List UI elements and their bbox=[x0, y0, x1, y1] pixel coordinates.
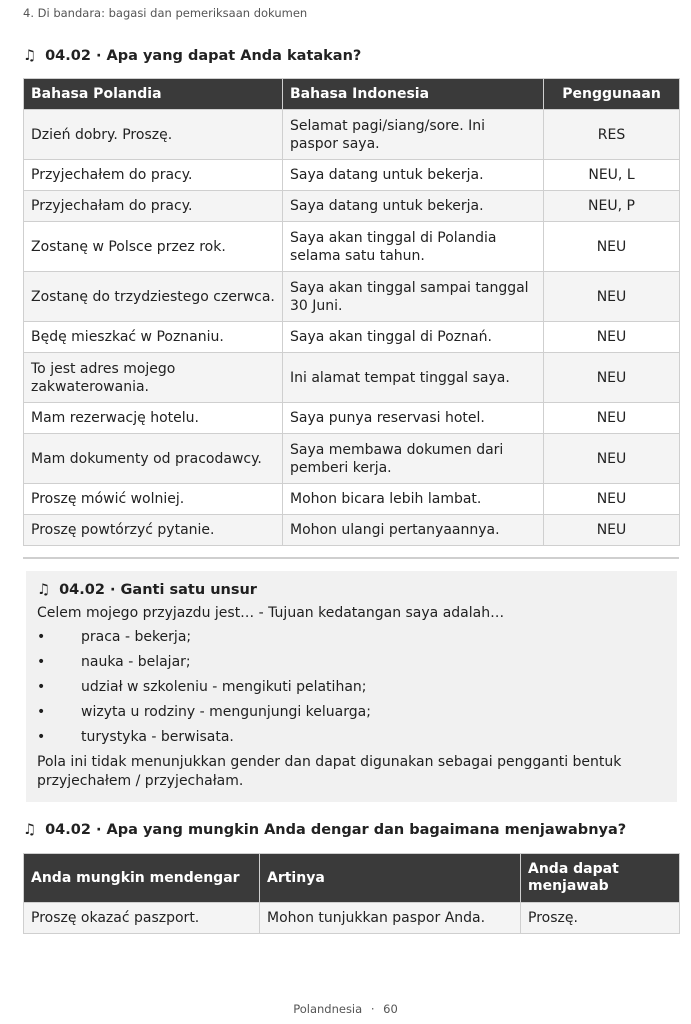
cell-indonesian: Mohon ulangi pertanyaannya. bbox=[283, 515, 544, 546]
col-header-hear: Anda mungkin mendengar bbox=[24, 854, 260, 903]
table-row bbox=[24, 110, 680, 160]
cell-indonesian: Saya akan tinggal di Poznań. bbox=[283, 322, 544, 353]
table-row bbox=[24, 353, 680, 403]
section-title-phrases bbox=[23, 48, 361, 64]
bullet-icon: • bbox=[37, 629, 46, 645]
section-divider bbox=[23, 557, 679, 559]
list-item-text: praca - bekerja; bbox=[81, 629, 192, 645]
music-note-icon: ♫ bbox=[23, 822, 36, 838]
cell-indonesian: Saya punya reservasi hotel. bbox=[283, 403, 544, 434]
col-header-meaning: Artinya bbox=[260, 854, 521, 903]
cell-usage: NEU bbox=[544, 515, 680, 546]
substitution-box bbox=[26, 571, 677, 802]
cell-polish: To jest adres mojego zakwaterowania. bbox=[24, 353, 283, 403]
cell-usage: NEU bbox=[544, 434, 680, 484]
running-head: 4. Di bandara: bagasi dan pemeriksaan dokumen bbox=[23, 6, 308, 20]
page-footer bbox=[0, 1002, 691, 1016]
cell-polish: Dzień dobry. Proszę. bbox=[24, 110, 283, 160]
bullet-icon: • bbox=[37, 679, 46, 695]
music-note-icon: ♫ bbox=[23, 48, 36, 64]
list-item-text: turystyka - berwisata. bbox=[81, 729, 234, 745]
cell-usage: NEU bbox=[544, 272, 680, 322]
cell-usage: NEU bbox=[544, 484, 680, 515]
cell-usage: NEU, P bbox=[544, 191, 680, 222]
section-title-text: 04.02 · Apa yang mungkin Anda dengar dan bagaimana menjawabnya? bbox=[45, 822, 627, 838]
list-item-text: udział w szkoleniu - mengikuti pelatihan; bbox=[81, 679, 367, 695]
cell-usage: NEU bbox=[544, 353, 680, 403]
table-row bbox=[24, 903, 680, 934]
footer-book-title: Polandnesia bbox=[293, 1002, 363, 1016]
box-note: Pola ini tidak menunjukkan gender dan dapat digunakan sebagai pengganti bentuk przyjechałem / przyjechałam. bbox=[37, 754, 622, 789]
table-row bbox=[24, 222, 680, 272]
cell-polish: Będę mieszkać w Poznaniu. bbox=[24, 322, 283, 353]
cell-usage: NEU, L bbox=[544, 160, 680, 191]
box-title bbox=[37, 579, 666, 601]
col-header-answer: Anda dapat menjawab bbox=[521, 854, 680, 903]
cell-usage: RES bbox=[544, 110, 680, 160]
section-title-responses bbox=[23, 822, 626, 838]
cell-polish: Mam dokumenty od pracodawcy. bbox=[24, 434, 283, 484]
cell-polish: Zostanę w Polsce przez rok. bbox=[24, 222, 283, 272]
list-item bbox=[37, 625, 666, 650]
cell-indonesian: Saya datang untuk bekerja. bbox=[283, 160, 544, 191]
page-number: 60 bbox=[383, 1002, 398, 1016]
list-item bbox=[37, 650, 666, 675]
box-intro: Celem mojego przyjazdu jest… - Tujuan kedatangan saya adalah… bbox=[37, 605, 505, 621]
responses-table bbox=[23, 853, 680, 934]
cell-meaning: Mohon tunjukkan paspor Anda. bbox=[260, 903, 521, 934]
cell-polish: Proszę powtórzyć pytanie. bbox=[24, 515, 283, 546]
bullet-icon: • bbox=[37, 654, 46, 670]
table-row bbox=[24, 515, 680, 546]
table-row bbox=[24, 434, 680, 484]
list-item-text: wizyta u rodziny - mengunjungi keluarga; bbox=[81, 704, 371, 720]
cell-usage: NEU bbox=[544, 222, 680, 272]
list-item bbox=[37, 675, 666, 700]
table-row bbox=[24, 484, 680, 515]
cell-indonesian: Saya akan tinggal sampai tanggal 30 Juni. bbox=[283, 272, 544, 322]
cell-usage: NEU bbox=[544, 322, 680, 353]
table-row bbox=[24, 403, 680, 434]
col-header-indonesian: Bahasa Indonesia bbox=[283, 79, 544, 110]
table-row bbox=[24, 160, 680, 191]
table-row bbox=[24, 191, 680, 222]
cell-polish: Proszę mówić wolniej. bbox=[24, 484, 283, 515]
box-title-text: 04.02 · Ganti satu unsur bbox=[59, 582, 257, 598]
list-item bbox=[37, 700, 666, 725]
list-item-text: nauka - belajar; bbox=[81, 654, 191, 670]
cell-usage: NEU bbox=[544, 403, 680, 434]
cell-indonesian: Saya datang untuk bekerja. bbox=[283, 191, 544, 222]
cell-answer: Proszę. bbox=[521, 903, 680, 934]
cell-polish: Przyjechałem do pracy. bbox=[24, 160, 283, 191]
col-header-usage: Penggunaan bbox=[544, 79, 680, 110]
cell-indonesian: Saya akan tinggal di Polandia selama satu tahun. bbox=[283, 222, 544, 272]
cell-indonesian: Selamat pagi/siang/sore. Ini paspor saya. bbox=[283, 110, 544, 160]
substitution-list bbox=[37, 625, 666, 750]
bullet-icon: • bbox=[37, 729, 46, 745]
cell-polish: Przyjechałam do pracy. bbox=[24, 191, 283, 222]
cell-indonesian: Ini alamat tempat tinggal saya. bbox=[283, 353, 544, 403]
responses-table-header bbox=[24, 854, 680, 903]
section-title-text: 04.02 · Apa yang dapat Anda katakan? bbox=[45, 48, 362, 64]
list-item bbox=[37, 725, 666, 750]
cell-indonesian: Mohon bicara lebih lambat. bbox=[283, 484, 544, 515]
cell-polish: Mam rezerwację hotelu. bbox=[24, 403, 283, 434]
cell-hear: Proszę okazać paszport. bbox=[24, 903, 260, 934]
footer-separator: · bbox=[370, 1002, 375, 1016]
table-row bbox=[24, 272, 680, 322]
cell-polish: Zostanę do trzydziestego czerwca. bbox=[24, 272, 283, 322]
table-row bbox=[24, 322, 680, 353]
col-header-polish: Bahasa Polandia bbox=[24, 79, 283, 110]
phrases-table-header bbox=[24, 79, 680, 110]
cell-indonesian: Saya membawa dokumen dari pemberi kerja. bbox=[283, 434, 544, 484]
phrases-table bbox=[23, 78, 680, 546]
music-note-icon: ♫ bbox=[37, 582, 50, 598]
bullet-icon: • bbox=[37, 704, 46, 720]
